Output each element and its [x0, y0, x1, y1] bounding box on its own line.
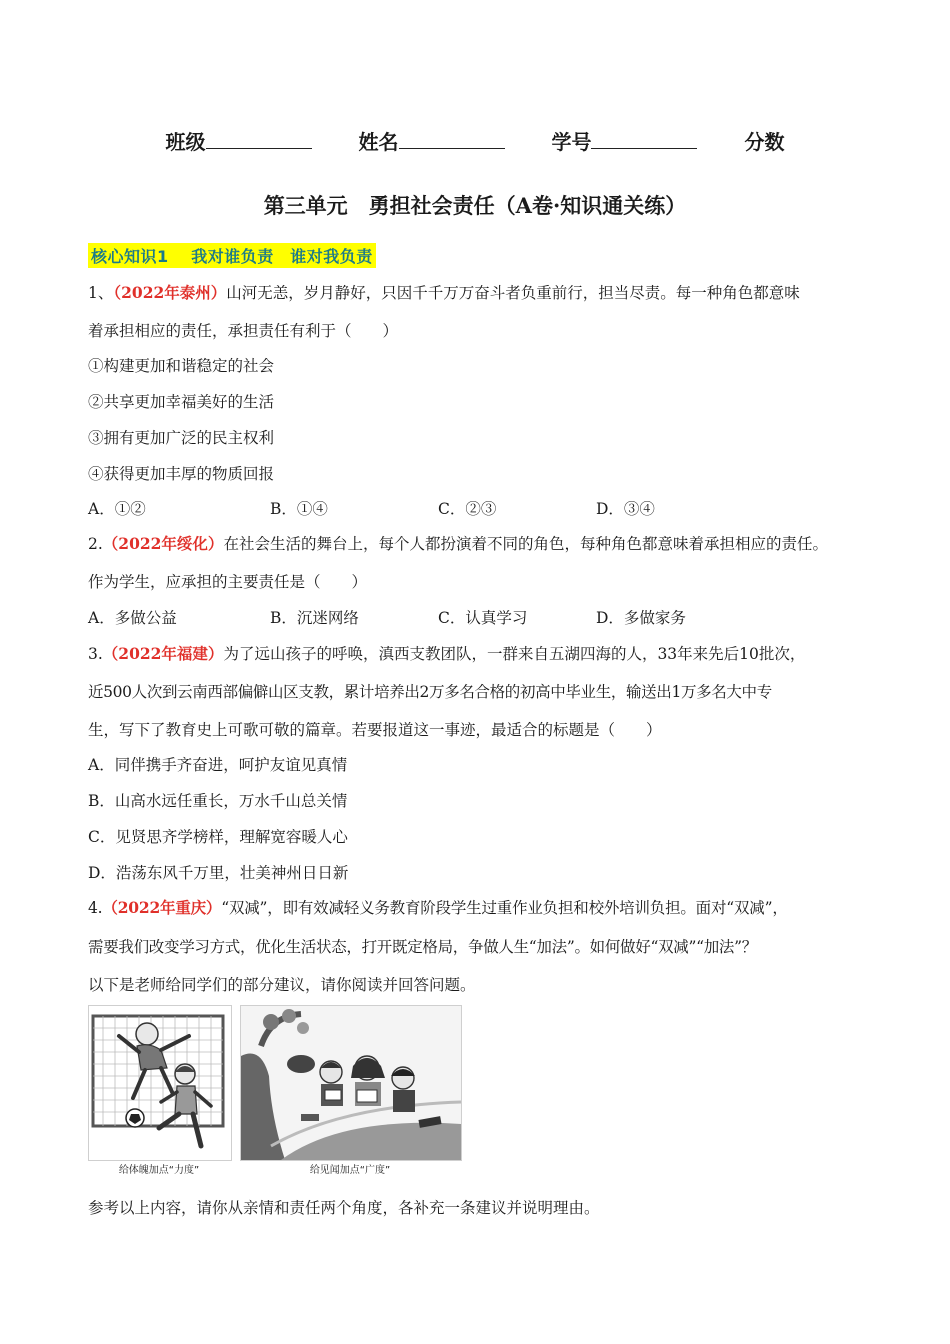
reading-illustration — [240, 1005, 462, 1161]
soccer-illustration — [88, 1005, 232, 1161]
class-label: 班级 — [165, 130, 206, 154]
caption-breadth: 给见闻加点“广度” — [309, 1165, 391, 1176]
class-field — [166, 130, 312, 154]
q1-line2: 着承担相应的责任，承担责任有利于（ ） — [88, 322, 399, 340]
number-field — [551, 130, 697, 154]
q4-line2: 需要我们改变学习方式，优化生活状态，打开既定格局，争做人生“加法”。如何做好“双减”“加法”？ — [88, 938, 757, 956]
section-heading: 核心知识1 我对谁负责 谁对我负责 — [88, 243, 376, 268]
reading-drawing — [241, 1006, 461, 1160]
q1-number: 1、 — [88, 284, 114, 302]
score-field — [744, 130, 784, 154]
q4-line4: 参考以上内容，请你从亲情和责任两个角度，各补充一条建议并说明理由。 — [88, 1199, 600, 1217]
q1-item-3: ③拥有更加广泛的民主权利 — [88, 429, 275, 447]
q2-source: （2022年绥化） — [102, 534, 224, 553]
q2-line2: 作为学生，应承担的主要责任是（ ） — [88, 573, 368, 591]
caption-strength: 给体魄加点“力度” — [118, 1165, 200, 1176]
q2-option-c[interactable]: C．认真学习 — [438, 609, 528, 627]
q3-line3: 生，写下了教育史上可歌可敬的篇章。若要报道这一事迹，最适合的标题是（ ） — [88, 721, 662, 739]
q3-option-b[interactable]: B．山高水远任重长，万水千山总关情 — [88, 792, 348, 810]
q1-item-2: ②共享更加幸福美好的生活 — [88, 393, 275, 411]
name-field — [359, 130, 505, 154]
q1-option-b[interactable]: B．①④ — [270, 500, 328, 518]
q2-line1 — [88, 534, 828, 554]
number-blank[interactable] — [591, 130, 697, 149]
q1-option-a[interactable]: A．①② — [88, 500, 146, 518]
soccer-drawing — [89, 1006, 231, 1160]
score-label: 分数 — [744, 130, 785, 154]
q3-line1 — [88, 644, 805, 664]
q2-option-d[interactable]: D．多做家务 — [596, 609, 686, 627]
q2-text1: 在社会生活的舞台上，每个人都扮演着不同的角色，每种角色都意味着承担相应的责任。 — [223, 535, 828, 553]
q4-line1 — [88, 898, 788, 918]
page-title: 第三单元 勇担社会责任（A卷·知识通关练） — [263, 193, 687, 218]
q4-number: 4. — [88, 899, 103, 917]
q3-option-d[interactable]: D．浩荡东风千万里，壮美神州日日新 — [88, 864, 349, 882]
q3-text1: 为了远山孩子的呼唤，滇西支教团队，一群来自五湖四海的人，33年来先后10批次， — [223, 645, 806, 663]
q1-item-4: ④获得更加丰厚的物质回报 — [88, 465, 275, 483]
q1-option-d[interactable]: D．③④ — [596, 500, 655, 518]
q1-option-c[interactable]: C．②③ — [438, 500, 497, 518]
q3-option-a[interactable]: A．同伴携手齐奋进，呵护友谊见真情 — [88, 756, 348, 774]
q4-source: （2022年重庆） — [102, 898, 222, 917]
number-label: 学号 — [551, 130, 592, 154]
q1-source: （2022年泰州） — [113, 283, 227, 302]
q1-text1: 山河无恙，岁月静好，只因千千万万奋斗者负重前行，担当尽责。每一种角色都意味 — [226, 284, 800, 302]
q1-item-1: ①构建更加和谐稳定的社会 — [88, 357, 275, 375]
class-blank[interactable] — [206, 130, 312, 149]
q3-number: 3. — [88, 645, 103, 663]
q2-number: 2. — [88, 535, 103, 553]
student-info-header — [0, 126, 950, 155]
q3-source: （2022年福建） — [102, 644, 224, 663]
q4-text1: “双减”，即有效减轻义务教育阶段学生过重作业负担和校外培训负担。面对“双减”， — [221, 899, 788, 917]
name-label: 姓名 — [358, 130, 399, 154]
q3-option-c[interactable]: C．见贤思齐学榜样，理解宽容暖人心 — [88, 828, 348, 846]
q2-option-b[interactable]: B．沉迷网络 — [270, 609, 359, 627]
q4-line3: 以下是老师给同学们的部分建议，请你阅读并回答问题。 — [88, 976, 476, 994]
name-blank[interactable] — [399, 130, 505, 149]
q2-option-a[interactable]: A．多做公益 — [88, 609, 177, 627]
q3-line2: 近500人次到云南西部偏僻山区支教，累计培养出2万多名合格的初高中毕业生，输送出1万多名大中专 — [88, 683, 772, 701]
q1-line1 — [88, 283, 800, 303]
